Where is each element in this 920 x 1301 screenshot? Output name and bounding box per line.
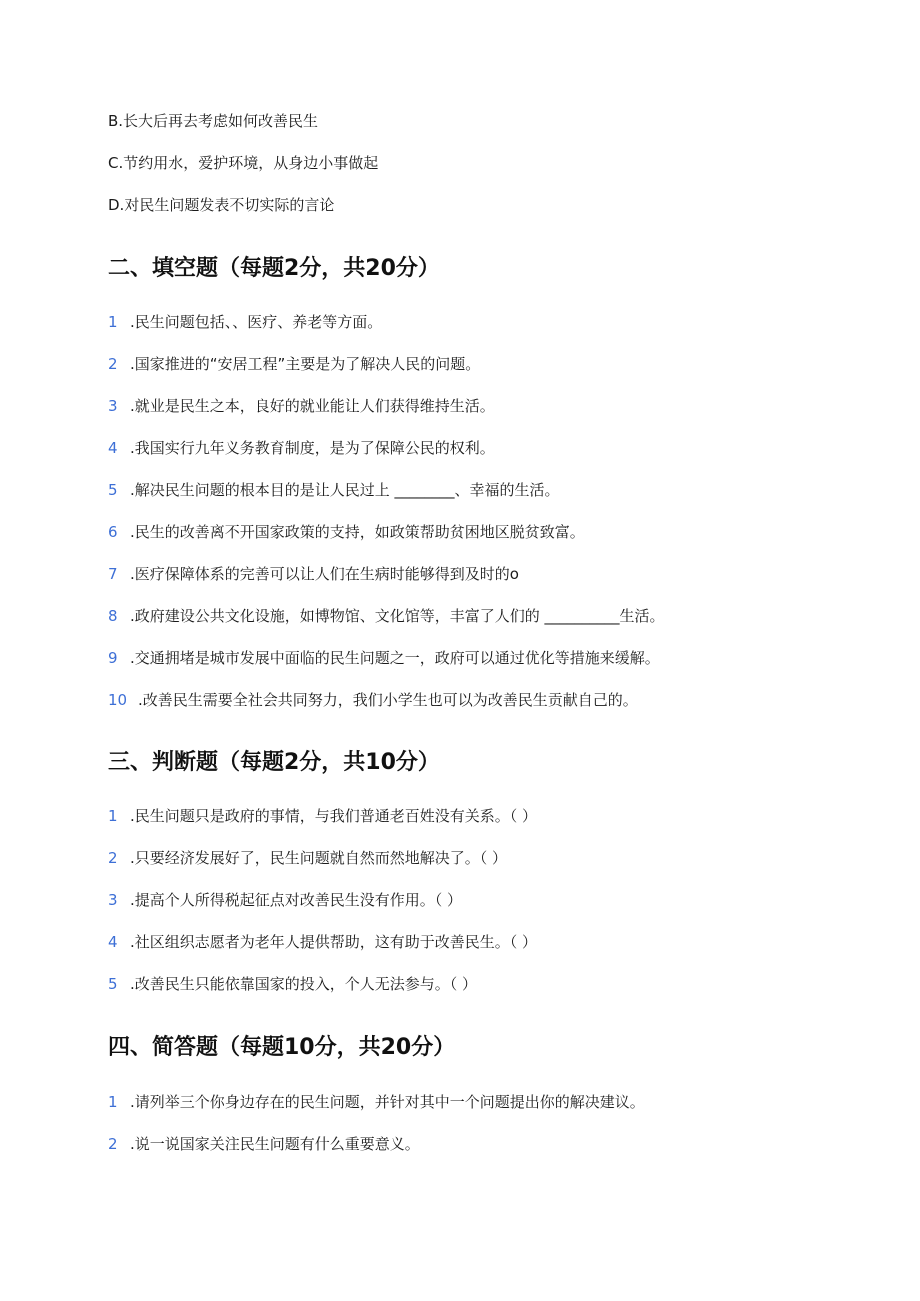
question-text: .民生问题包括、、医疗、养老等方面。 bbox=[130, 313, 383, 331]
question-number: 2 bbox=[108, 355, 118, 373]
question-text: .改善民生只能依靠国家的投入，个人无法参与。（ ） bbox=[130, 975, 478, 993]
question-item bbox=[108, 1134, 420, 1154]
question-text: .请列举三个你身边存在的民生问题，并针对其中一个问题提出你的解决建议。 bbox=[130, 1093, 645, 1111]
question-number: 4 bbox=[108, 439, 118, 457]
option-b: B.长大后再去考虑如何改善民生 bbox=[108, 112, 319, 130]
question-number: 8 bbox=[108, 607, 118, 625]
question-number: 5 bbox=[108, 481, 118, 499]
option-c: C.节约用水，爱护环境，从身边小事做起 bbox=[108, 154, 379, 172]
question-item bbox=[108, 806, 537, 826]
question-item bbox=[108, 1092, 645, 1112]
option-d: D.对民生问题发表不切实际的言论 bbox=[108, 196, 335, 214]
question-item bbox=[108, 438, 495, 458]
question-item bbox=[108, 312, 382, 332]
question-text: .社区组织志愿者为老年人提供帮助，这有助于改善民生。（ ） bbox=[130, 933, 538, 951]
question-item bbox=[108, 932, 537, 952]
question-text: .改善民生需要全社会共同努力，我们小学生也可以为改善民生贡献自己的。 bbox=[138, 691, 638, 709]
question-item bbox=[108, 564, 519, 584]
question-text: .我国实行九年义务教育制度，是为了保障公民的权利。 bbox=[130, 439, 495, 457]
section-3-title: 三、判断题（每题2分，共10分） bbox=[108, 750, 440, 775]
question-number: 1 bbox=[108, 1093, 118, 1111]
question-text: .国家推进的“安居工程”主要是为了解决人民的问题。 bbox=[130, 355, 481, 373]
question-item bbox=[108, 848, 507, 868]
question-text: .就业是民生之本，良好的就业能让人们获得维持生活。 bbox=[130, 397, 495, 415]
question-number: 6 bbox=[108, 523, 118, 541]
question-item bbox=[108, 690, 638, 710]
question-item bbox=[108, 974, 477, 994]
question-item bbox=[108, 606, 665, 626]
section-2-title: 二、填空题（每题2分，共20分） bbox=[108, 256, 440, 281]
question-text: .民生的改善离不开国家政策的支持，如政策帮助贫困地区脱贫致富。 bbox=[130, 523, 585, 541]
question-number: 3 bbox=[108, 891, 118, 909]
question-text: .只要经济发展好了，民生问题就自然而然地解决了。（ ） bbox=[130, 849, 508, 867]
question-number: 2 bbox=[108, 1135, 118, 1153]
question-item bbox=[108, 890, 462, 910]
question-number: 10 bbox=[108, 691, 128, 709]
question-number: 1 bbox=[108, 807, 118, 825]
section-4-title: 四、简答题（每题10分，共20分） bbox=[108, 1035, 456, 1060]
question-item bbox=[108, 648, 660, 668]
question-text: .交通拥堵是城市发展中面临的民生问题之一，政府可以通过优化等措施来缓解。 bbox=[130, 649, 660, 667]
question-number: 1 bbox=[108, 313, 118, 331]
question-item bbox=[108, 480, 560, 500]
question-text: .提高个人所得税起征点对改善民生没有作用。（ ） bbox=[130, 891, 463, 909]
question-number: 7 bbox=[108, 565, 118, 583]
question-text: .说一说国家关注民生问题有什么重要意义。 bbox=[130, 1135, 420, 1153]
question-text: .解决民生问题的根本目的是让人民过上 ________、幸福的生活。 bbox=[130, 481, 560, 499]
question-item bbox=[108, 522, 585, 542]
question-text: .民生问题只是政府的事情，与我们普通老百姓没有关系。（ ） bbox=[130, 807, 538, 825]
question-text: .政府建设公共文化设施，如博物馆、文化馆等，丰富了人们的 __________生活。 bbox=[130, 607, 665, 625]
question-number: 5 bbox=[108, 975, 118, 993]
question-number: 9 bbox=[108, 649, 118, 667]
question-number: 3 bbox=[108, 397, 118, 415]
question-item bbox=[108, 354, 480, 374]
question-text: .医疗保障体系的完善可以让人们在生病时能够得到及时的o bbox=[130, 565, 519, 583]
question-number: 2 bbox=[108, 849, 118, 867]
question-number: 4 bbox=[108, 933, 118, 951]
question-item bbox=[108, 396, 495, 416]
